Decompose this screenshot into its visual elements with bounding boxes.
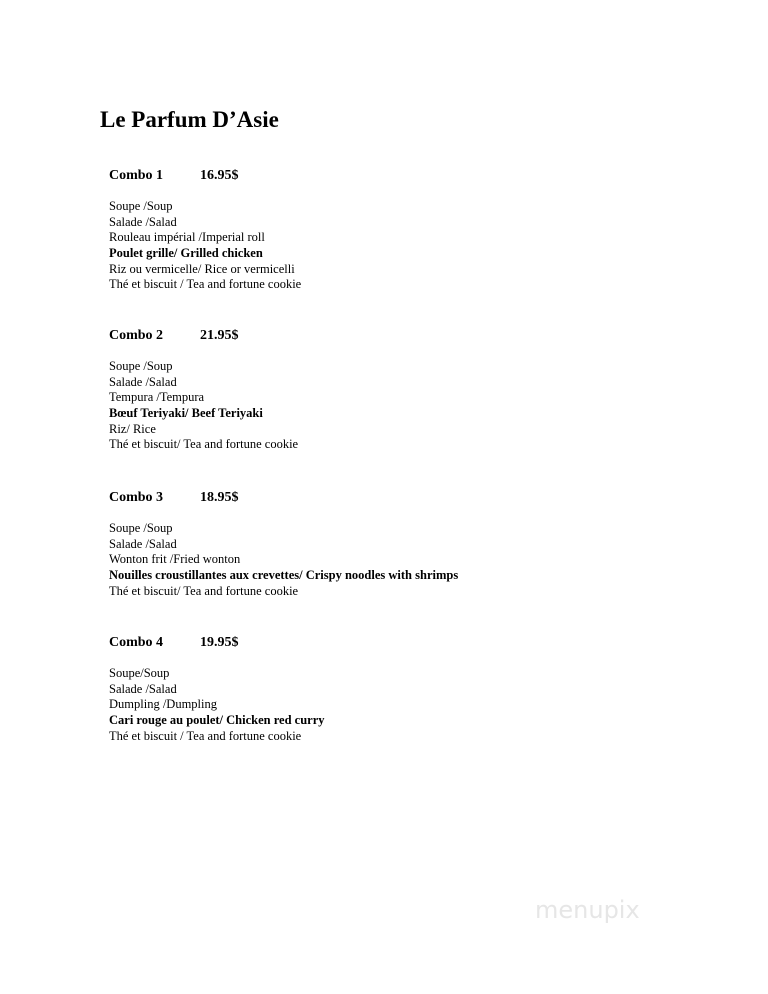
menu-item: Riz ou vermicelle/ Rice or vermicelli [109,261,295,276]
combo-item-list [109,521,729,599]
combo-header [109,634,729,651]
combo-name: Combo 1 [109,168,164,183]
menu-item: Thé et biscuit/ Tea and fortune cookie [109,583,299,598]
combo-3-section [109,489,729,599]
combo-name: Combo 4 [109,635,164,650]
menu-item: Salade /Salad [109,214,177,229]
main-dish-item: Nouilles croustillantes aux crevettes/ Crispy noodles with shrimps [109,568,459,583]
combo-header [109,489,729,506]
combo-name: Combo 2 [109,328,164,343]
menu-item: Wonton frit /Fried wonton [109,552,241,567]
combo-item-list [109,666,729,744]
combo-item-list [109,359,729,453]
combo-name: Combo 3 [109,490,164,505]
combo-price: 19.95$ [200,635,239,650]
combo-1-section [109,167,729,293]
menu-item: Thé et biscuit/ Tea and fortune cookie [109,437,299,452]
combo-price: 16.95$ [200,168,239,183]
menu-item: Soupe/Soup [109,666,170,680]
menu-item: Salade /Salad [109,536,177,551]
combo-price: 18.95$ [200,490,239,505]
main-dish-item: Poulet grille/ Grilled chicken [109,246,263,261]
menu-item: Soupe /Soup [109,521,173,535]
menu-item: Soupe /Soup [109,359,173,373]
combo-header [109,167,729,184]
combo-2-section [109,327,729,453]
menu-item: Salade /Salad [109,374,177,389]
combo-4-section [109,634,729,744]
menu-item: Soupe /Soup [109,199,173,213]
menupix-watermark: menupix [535,896,640,924]
menu-item: Thé et biscuit / Tea and fortune cookie [109,277,302,292]
main-dish-item: Bœuf Teriyaki/ Beef Teriyaki [109,406,263,421]
combo-item-list [109,199,729,293]
menu-item: Tempura /Tempura [109,390,205,405]
menu-item: Rouleau impérial /Imperial roll [109,230,265,245]
menu-item: Thé et biscuit / Tea and fortune cookie [109,728,302,743]
combo-price: 21.95$ [200,328,239,343]
main-dish-item: Cari rouge au poulet/ Chicken red curry [109,713,325,728]
menu-item: Salade /Salad [109,681,177,696]
combo-header [109,327,729,344]
menu-item: Dumpling /Dumpling [109,697,217,712]
page-title: Le Parfum D’Asie [100,107,279,132]
menu-item: Riz/ Rice [109,421,156,436]
